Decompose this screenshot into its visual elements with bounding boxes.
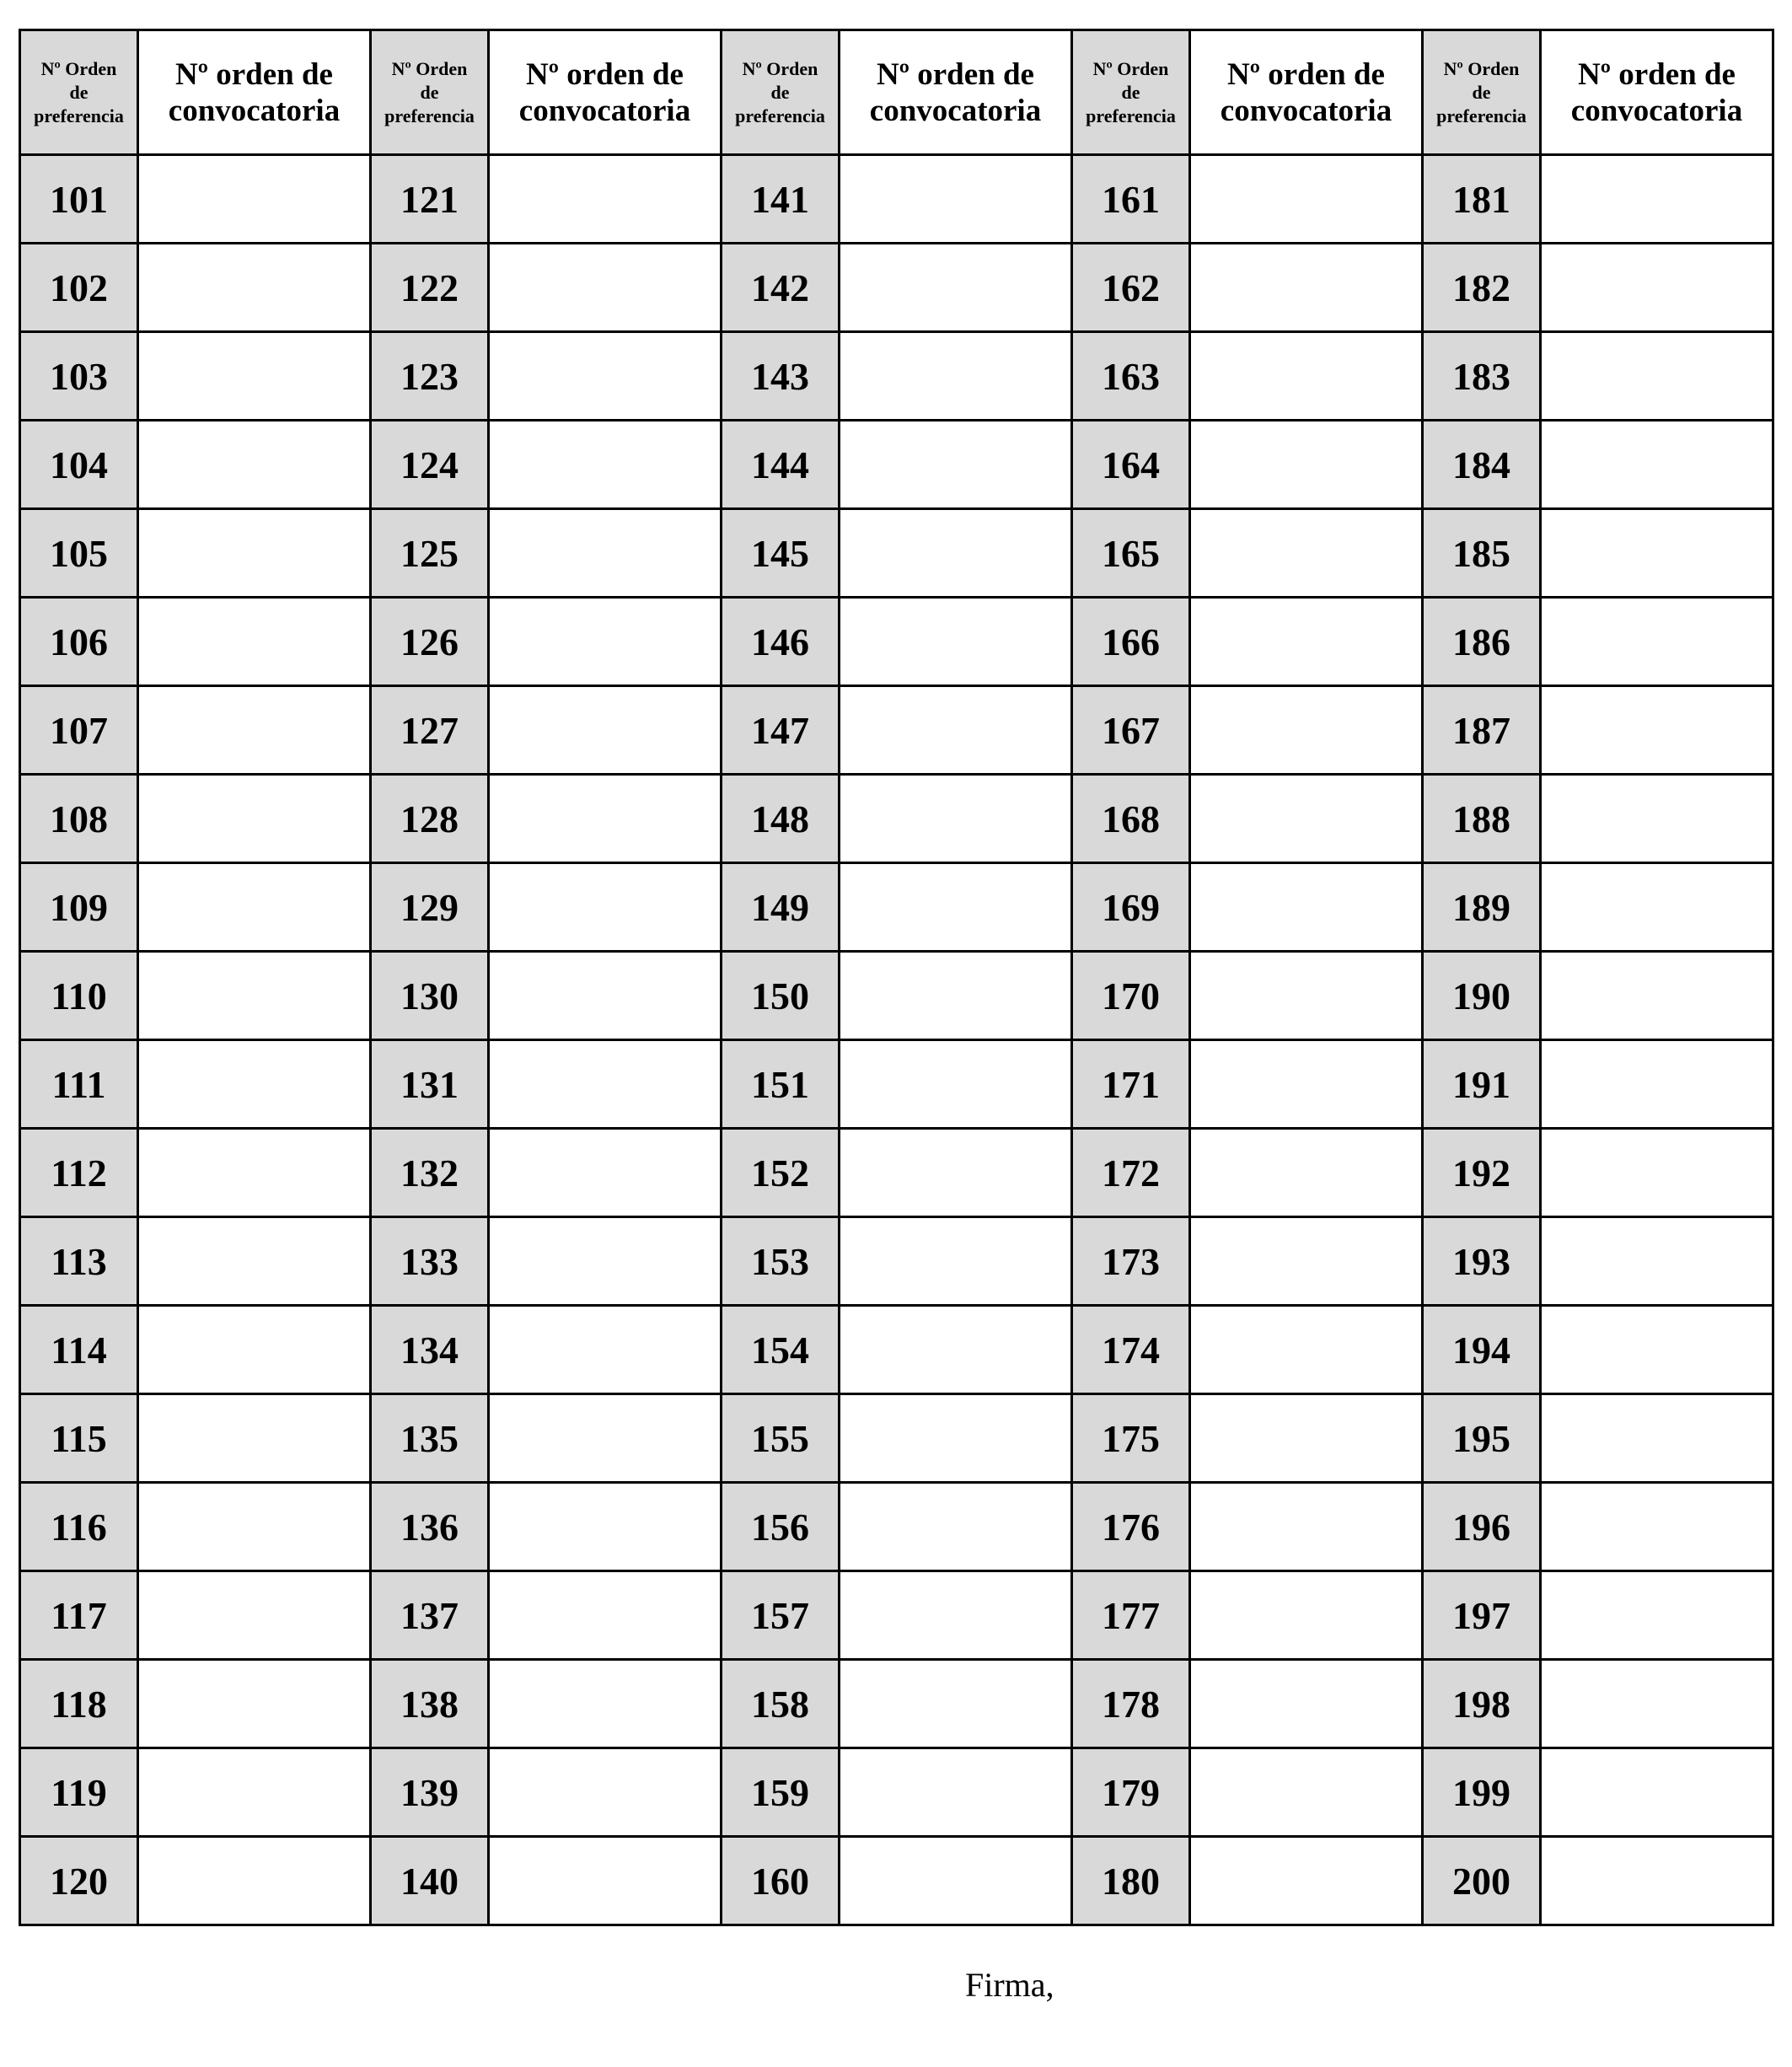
convocatoria-entry-cell[interactable] bbox=[138, 863, 371, 952]
convocatoria-entry-cell[interactable] bbox=[489, 1394, 722, 1483]
header-label-line: Nº orden de bbox=[1227, 56, 1385, 92]
preference-number-cell: 109 bbox=[20, 863, 138, 952]
convocatoria-entry-cell[interactable] bbox=[489, 863, 722, 952]
preference-number-cell: 110 bbox=[20, 952, 138, 1040]
preference-number-cell: 148 bbox=[722, 775, 840, 863]
convocatoria-entry-cell[interactable] bbox=[1190, 1394, 1423, 1483]
preference-number-cell: 122 bbox=[371, 244, 489, 332]
preference-number-cell: 134 bbox=[371, 1306, 489, 1394]
convocatoria-entry-cell[interactable] bbox=[489, 155, 722, 244]
preference-number-cell: 169 bbox=[1072, 863, 1190, 952]
convocatoria-entry-cell[interactable] bbox=[138, 598, 371, 686]
convocatoria-entry-cell[interactable] bbox=[489, 244, 722, 332]
convocatoria-entry-cell[interactable] bbox=[1541, 1837, 1773, 1925]
header-label-line: de bbox=[69, 81, 89, 103]
header-label-line: Nº orden de bbox=[877, 56, 1034, 92]
preference-number-cell: 186 bbox=[1423, 598, 1541, 686]
preference-number-cell: 106 bbox=[20, 598, 138, 686]
preference-number-cell: 162 bbox=[1072, 244, 1190, 332]
preference-number-cell: 193 bbox=[1423, 1217, 1541, 1306]
preference-number-cell: 137 bbox=[371, 1571, 489, 1660]
preference-number-cell: 170 bbox=[1072, 952, 1190, 1040]
header-label-line: convocatoria bbox=[1570, 93, 1743, 128]
convocatoria-entry-cell[interactable] bbox=[1190, 598, 1423, 686]
table-row bbox=[20, 1129, 1773, 1217]
header-label-line: convocatoria bbox=[168, 93, 341, 128]
header-label-line: de bbox=[420, 81, 439, 103]
convocatoria-entry-cell[interactable] bbox=[840, 1217, 1072, 1306]
convocatoria-entry-cell[interactable] bbox=[840, 1571, 1072, 1660]
preference-number-cell: 196 bbox=[1423, 1483, 1541, 1571]
preference-number-cell: 152 bbox=[722, 1129, 840, 1217]
convocatoria-entry-cell[interactable] bbox=[489, 1837, 722, 1925]
convocatoria-entry-cell[interactable] bbox=[489, 1571, 722, 1660]
convocatoria-entry-cell[interactable] bbox=[840, 1483, 1072, 1571]
preference-number-cell: 104 bbox=[20, 421, 138, 509]
header-orden-preferencia bbox=[1423, 30, 1541, 155]
preference-number-cell: 161 bbox=[1072, 155, 1190, 244]
header-label-line: Nº orden de bbox=[1578, 56, 1736, 92]
preference-number-cell: 142 bbox=[722, 244, 840, 332]
preference-number-cell: 144 bbox=[722, 421, 840, 509]
convocatoria-entry-cell[interactable] bbox=[138, 1660, 371, 1748]
convocatoria-entry-cell[interactable] bbox=[1541, 1394, 1773, 1483]
convocatoria-entry-cell[interactable] bbox=[1541, 1571, 1773, 1660]
convocatoria-entry-cell[interactable] bbox=[489, 952, 722, 1040]
header-orden-preferencia bbox=[371, 30, 489, 155]
header-label-line: convocatoria bbox=[869, 93, 1042, 128]
convocatoria-entry-cell[interactable] bbox=[840, 1306, 1072, 1394]
preference-number-cell: 107 bbox=[20, 686, 138, 775]
preference-table bbox=[19, 29, 1774, 1926]
header-label-line: Nº orden de bbox=[175, 56, 333, 92]
convocatoria-entry-cell[interactable] bbox=[1541, 952, 1773, 1040]
header-label-line: convocatoria bbox=[518, 93, 691, 128]
convocatoria-entry-cell[interactable] bbox=[1190, 332, 1423, 421]
preference-number-cell: 147 bbox=[722, 686, 840, 775]
preference-number-cell: 119 bbox=[20, 1748, 138, 1837]
convocatoria-entry-cell[interactable] bbox=[1541, 1748, 1773, 1837]
convocatoria-entry-cell[interactable] bbox=[1541, 863, 1773, 952]
convocatoria-entry-cell[interactable] bbox=[138, 1129, 371, 1217]
preference-number-cell: 126 bbox=[371, 598, 489, 686]
convocatoria-entry-cell[interactable] bbox=[840, 952, 1072, 1040]
convocatoria-entry-cell[interactable] bbox=[1190, 421, 1423, 509]
convocatoria-entry-cell[interactable] bbox=[1541, 1129, 1773, 1217]
preference-number-cell: 157 bbox=[722, 1571, 840, 1660]
convocatoria-entry-cell[interactable] bbox=[138, 1837, 371, 1925]
convocatoria-entry-cell[interactable] bbox=[840, 509, 1072, 598]
table-row bbox=[20, 1306, 1773, 1394]
preference-number-cell: 112 bbox=[20, 1129, 138, 1217]
table-row bbox=[20, 509, 1773, 598]
convocatoria-entry-cell[interactable] bbox=[1541, 1660, 1773, 1748]
convocatoria-entry-cell[interactable] bbox=[1190, 1129, 1423, 1217]
convocatoria-entry-cell[interactable] bbox=[1541, 1306, 1773, 1394]
convocatoria-entry-cell[interactable] bbox=[138, 1483, 371, 1571]
convocatoria-entry-cell[interactable] bbox=[489, 509, 722, 598]
preference-number-cell: 143 bbox=[722, 332, 840, 421]
preference-number-cell: 117 bbox=[20, 1571, 138, 1660]
header-label-line: Nº Orden bbox=[742, 57, 818, 79]
header-orden-preferencia bbox=[722, 30, 840, 155]
table-row bbox=[20, 1837, 1773, 1925]
header-label-line: preferencia bbox=[1436, 105, 1526, 126]
preference-number-cell: 184 bbox=[1423, 421, 1541, 509]
preference-number-cell: 175 bbox=[1072, 1394, 1190, 1483]
table-row bbox=[20, 1040, 1773, 1129]
preference-number-cell: 187 bbox=[1423, 686, 1541, 775]
convocatoria-entry-cell[interactable] bbox=[489, 1483, 722, 1571]
preference-number-cell: 120 bbox=[20, 1837, 138, 1925]
header-orden-convocatoria bbox=[1541, 30, 1773, 155]
convocatoria-entry-cell[interactable] bbox=[1541, 244, 1773, 332]
header-orden-convocatoria bbox=[138, 30, 371, 155]
convocatoria-entry-cell[interactable] bbox=[840, 332, 1072, 421]
preference-number-cell: 129 bbox=[371, 863, 489, 952]
convocatoria-entry-cell[interactable] bbox=[138, 155, 371, 244]
convocatoria-entry-cell[interactable] bbox=[840, 421, 1072, 509]
preference-number-cell: 168 bbox=[1072, 775, 1190, 863]
table-row bbox=[20, 1394, 1773, 1483]
convocatoria-entry-cell[interactable] bbox=[1541, 686, 1773, 775]
preference-number-cell: 111 bbox=[20, 1040, 138, 1129]
convocatoria-entry-cell[interactable] bbox=[1190, 155, 1423, 244]
signature-label: Firma, bbox=[965, 1966, 1054, 2004]
convocatoria-entry-cell[interactable] bbox=[489, 1306, 722, 1394]
convocatoria-entry-cell[interactable] bbox=[138, 775, 371, 863]
convocatoria-entry-cell[interactable] bbox=[840, 1129, 1072, 1217]
preference-number-cell: 101 bbox=[20, 155, 138, 244]
preference-number-cell: 146 bbox=[722, 598, 840, 686]
convocatoria-entry-cell[interactable] bbox=[1190, 863, 1423, 952]
preference-number-cell: 158 bbox=[722, 1660, 840, 1748]
convocatoria-entry-cell[interactable] bbox=[489, 1748, 722, 1837]
header-label-line: preferencia bbox=[735, 105, 825, 126]
convocatoria-entry-cell[interactable] bbox=[138, 509, 371, 598]
convocatoria-entry-cell[interactable] bbox=[489, 421, 722, 509]
header-label-line: Nº Orden bbox=[1092, 57, 1169, 79]
convocatoria-entry-cell[interactable] bbox=[1190, 1660, 1423, 1748]
preference-number-cell: 128 bbox=[371, 775, 489, 863]
convocatoria-entry-cell[interactable] bbox=[1541, 1217, 1773, 1306]
preference-number-cell: 194 bbox=[1423, 1306, 1541, 1394]
header-label-line: Nº Orden bbox=[40, 57, 117, 79]
header-label-line: preferencia bbox=[384, 105, 475, 126]
preference-number-cell: 118 bbox=[20, 1660, 138, 1748]
table-row bbox=[20, 686, 1773, 775]
convocatoria-entry-cell[interactable] bbox=[489, 1129, 722, 1217]
preference-number-cell: 108 bbox=[20, 775, 138, 863]
convocatoria-entry-cell[interactable] bbox=[1190, 1040, 1423, 1129]
preference-number-cell: 102 bbox=[20, 244, 138, 332]
convocatoria-entry-cell[interactable] bbox=[1541, 1040, 1773, 1129]
preference-number-cell: 140 bbox=[371, 1837, 489, 1925]
convocatoria-entry-cell[interactable] bbox=[1541, 509, 1773, 598]
convocatoria-entry-cell[interactable] bbox=[840, 155, 1072, 244]
preference-number-cell: 190 bbox=[1423, 952, 1541, 1040]
preference-number-cell: 183 bbox=[1423, 332, 1541, 421]
preference-number-cell: 135 bbox=[371, 1394, 489, 1483]
convocatoria-entry-cell[interactable] bbox=[1190, 1748, 1423, 1837]
preference-number-cell: 149 bbox=[722, 863, 840, 952]
convocatoria-entry-cell[interactable] bbox=[840, 775, 1072, 863]
convocatoria-entry-cell[interactable] bbox=[840, 598, 1072, 686]
convocatoria-entry-cell[interactable] bbox=[840, 1394, 1072, 1483]
preference-number-cell: 151 bbox=[722, 1040, 840, 1129]
preference-number-cell: 114 bbox=[20, 1306, 138, 1394]
preference-number-cell: 185 bbox=[1423, 509, 1541, 598]
convocatoria-entry-cell[interactable] bbox=[1541, 775, 1773, 863]
convocatoria-entry-cell[interactable] bbox=[489, 598, 722, 686]
preference-number-cell: 167 bbox=[1072, 686, 1190, 775]
preference-number-cell: 177 bbox=[1072, 1571, 1190, 1660]
table-row bbox=[20, 952, 1773, 1040]
header-label-line: Nº Orden bbox=[391, 57, 468, 79]
table-row bbox=[20, 598, 1773, 686]
preference-number-cell: 132 bbox=[371, 1129, 489, 1217]
convocatoria-entry-cell[interactable] bbox=[138, 1748, 371, 1837]
preference-number-cell: 113 bbox=[20, 1217, 138, 1306]
preference-number-cell: 156 bbox=[722, 1483, 840, 1571]
table-header-row bbox=[20, 30, 1773, 155]
preference-number-cell: 138 bbox=[371, 1660, 489, 1748]
preference-number-cell: 153 bbox=[722, 1217, 840, 1306]
header-label-line: de bbox=[1472, 81, 1491, 103]
convocatoria-entry-cell[interactable] bbox=[1541, 332, 1773, 421]
table-row bbox=[20, 1483, 1773, 1571]
preference-number-cell: 139 bbox=[371, 1748, 489, 1837]
preference-number-cell: 115 bbox=[20, 1394, 138, 1483]
convocatoria-entry-cell[interactable] bbox=[489, 332, 722, 421]
convocatoria-entry-cell[interactable] bbox=[138, 1394, 371, 1483]
convocatoria-entry-cell[interactable] bbox=[138, 1217, 371, 1306]
convocatoria-entry-cell[interactable] bbox=[489, 1660, 722, 1748]
convocatoria-entry-cell[interactable] bbox=[1190, 244, 1423, 332]
preference-number-cell: 198 bbox=[1423, 1660, 1541, 1748]
table-row bbox=[20, 155, 1773, 244]
header-label-line: de bbox=[1121, 81, 1140, 103]
convocatoria-entry-cell[interactable] bbox=[138, 1040, 371, 1129]
preference-number-cell: 116 bbox=[20, 1483, 138, 1571]
convocatoria-entry-cell[interactable] bbox=[840, 863, 1072, 952]
preference-number-cell: 133 bbox=[371, 1217, 489, 1306]
preference-number-cell: 125 bbox=[371, 509, 489, 598]
header-orden-convocatoria bbox=[1190, 30, 1423, 155]
convocatoria-entry-cell[interactable] bbox=[489, 1217, 722, 1306]
preference-number-cell: 189 bbox=[1423, 863, 1541, 952]
convocatoria-entry-cell[interactable] bbox=[1190, 1837, 1423, 1925]
convocatoria-entry-cell[interactable] bbox=[840, 1748, 1072, 1837]
convocatoria-entry-cell[interactable] bbox=[138, 244, 371, 332]
header-orden-convocatoria bbox=[840, 30, 1072, 155]
preference-number-cell: 192 bbox=[1423, 1129, 1541, 1217]
preference-number-cell: 200 bbox=[1423, 1837, 1541, 1925]
convocatoria-entry-cell[interactable] bbox=[138, 421, 371, 509]
convocatoria-entry-cell[interactable] bbox=[138, 1306, 371, 1394]
preference-number-cell: 127 bbox=[371, 686, 489, 775]
table-row bbox=[20, 332, 1773, 421]
convocatoria-entry-cell[interactable] bbox=[840, 1660, 1072, 1748]
preference-number-cell: 141 bbox=[722, 155, 840, 244]
table-row bbox=[20, 1217, 1773, 1306]
preference-number-cell: 131 bbox=[371, 1040, 489, 1129]
preference-number-cell: 182 bbox=[1423, 244, 1541, 332]
convocatoria-entry-cell[interactable] bbox=[489, 775, 722, 863]
preference-number-cell: 171 bbox=[1072, 1040, 1190, 1129]
preference-number-cell: 166 bbox=[1072, 598, 1190, 686]
preference-number-cell: 103 bbox=[20, 332, 138, 421]
header-label-line: de bbox=[770, 81, 790, 103]
preference-number-cell: 164 bbox=[1072, 421, 1190, 509]
convocatoria-entry-cell[interactable] bbox=[1190, 1483, 1423, 1571]
convocatoria-entry-cell[interactable] bbox=[1190, 1571, 1423, 1660]
preference-number-cell: 197 bbox=[1423, 1571, 1541, 1660]
convocatoria-entry-cell[interactable] bbox=[1541, 155, 1773, 244]
convocatoria-entry-cell[interactable] bbox=[489, 1040, 722, 1129]
header-label-line: convocatoria bbox=[1220, 93, 1392, 128]
convocatoria-entry-cell[interactable] bbox=[1190, 1217, 1423, 1306]
preference-number-cell: 145 bbox=[722, 509, 840, 598]
convocatoria-entry-cell[interactable] bbox=[1190, 509, 1423, 598]
preference-number-cell: 163 bbox=[1072, 332, 1190, 421]
preference-number-cell: 124 bbox=[371, 421, 489, 509]
convocatoria-entry-cell[interactable] bbox=[138, 1571, 371, 1660]
convocatoria-entry-cell[interactable] bbox=[1190, 952, 1423, 1040]
preference-number-cell: 172 bbox=[1072, 1129, 1190, 1217]
preference-number-cell: 159 bbox=[722, 1748, 840, 1837]
convocatoria-entry-cell[interactable] bbox=[840, 1040, 1072, 1129]
convocatoria-entry-cell[interactable] bbox=[1190, 1306, 1423, 1394]
preference-number-cell: 176 bbox=[1072, 1483, 1190, 1571]
preference-number-cell: 165 bbox=[1072, 509, 1190, 598]
preference-number-cell: 160 bbox=[722, 1837, 840, 1925]
convocatoria-entry-cell[interactable] bbox=[1541, 1483, 1773, 1571]
header-orden-convocatoria bbox=[489, 30, 722, 155]
table-row bbox=[20, 1748, 1773, 1837]
preference-number-cell: 136 bbox=[371, 1483, 489, 1571]
preference-number-cell: 188 bbox=[1423, 775, 1541, 863]
preference-number-cell: 105 bbox=[20, 509, 138, 598]
header-orden-preferencia bbox=[1072, 30, 1190, 155]
table-row bbox=[20, 1660, 1773, 1748]
preference-number-cell: 154 bbox=[722, 1306, 840, 1394]
convocatoria-entry-cell[interactable] bbox=[1541, 598, 1773, 686]
header-label-line: Nº orden de bbox=[526, 56, 684, 92]
preference-number-cell: 130 bbox=[371, 952, 489, 1040]
table-row bbox=[20, 863, 1773, 952]
preference-number-cell: 180 bbox=[1072, 1837, 1190, 1925]
convocatoria-entry-cell[interactable] bbox=[840, 1837, 1072, 1925]
table-row bbox=[20, 775, 1773, 863]
header-orden-preferencia bbox=[20, 30, 138, 155]
convocatoria-entry-cell[interactable] bbox=[1190, 686, 1423, 775]
preference-number-cell: 173 bbox=[1072, 1217, 1190, 1306]
convocatoria-entry-cell[interactable] bbox=[840, 686, 1072, 775]
convocatoria-entry-cell[interactable] bbox=[489, 686, 722, 775]
table-row bbox=[20, 1571, 1773, 1660]
convocatoria-entry-cell[interactable] bbox=[1541, 421, 1773, 509]
header-label-line: preferencia bbox=[34, 105, 124, 126]
convocatoria-entry-cell[interactable] bbox=[138, 952, 371, 1040]
header-label-line: Nº Orden bbox=[1443, 57, 1520, 79]
table-row bbox=[20, 421, 1773, 509]
preference-number-cell: 150 bbox=[722, 952, 840, 1040]
preference-number-cell: 195 bbox=[1423, 1394, 1541, 1483]
preference-number-cell: 121 bbox=[371, 155, 489, 244]
preference-number-cell: 199 bbox=[1423, 1748, 1541, 1837]
preference-number-cell: 178 bbox=[1072, 1660, 1190, 1748]
preference-number-cell: 191 bbox=[1423, 1040, 1541, 1129]
convocatoria-entry-cell[interactable] bbox=[138, 332, 371, 421]
preference-number-cell: 179 bbox=[1072, 1748, 1190, 1837]
header-label-line: preferencia bbox=[1086, 105, 1176, 126]
table-body bbox=[20, 155, 1773, 1925]
convocatoria-entry-cell[interactable] bbox=[840, 244, 1072, 332]
convocatoria-entry-cell[interactable] bbox=[138, 686, 371, 775]
preference-number-cell: 155 bbox=[722, 1394, 840, 1483]
preference-number-cell: 181 bbox=[1423, 155, 1541, 244]
table-row bbox=[20, 244, 1773, 332]
convocatoria-entry-cell[interactable] bbox=[1190, 775, 1423, 863]
preference-number-cell: 174 bbox=[1072, 1306, 1190, 1394]
preference-number-cell: 123 bbox=[371, 332, 489, 421]
